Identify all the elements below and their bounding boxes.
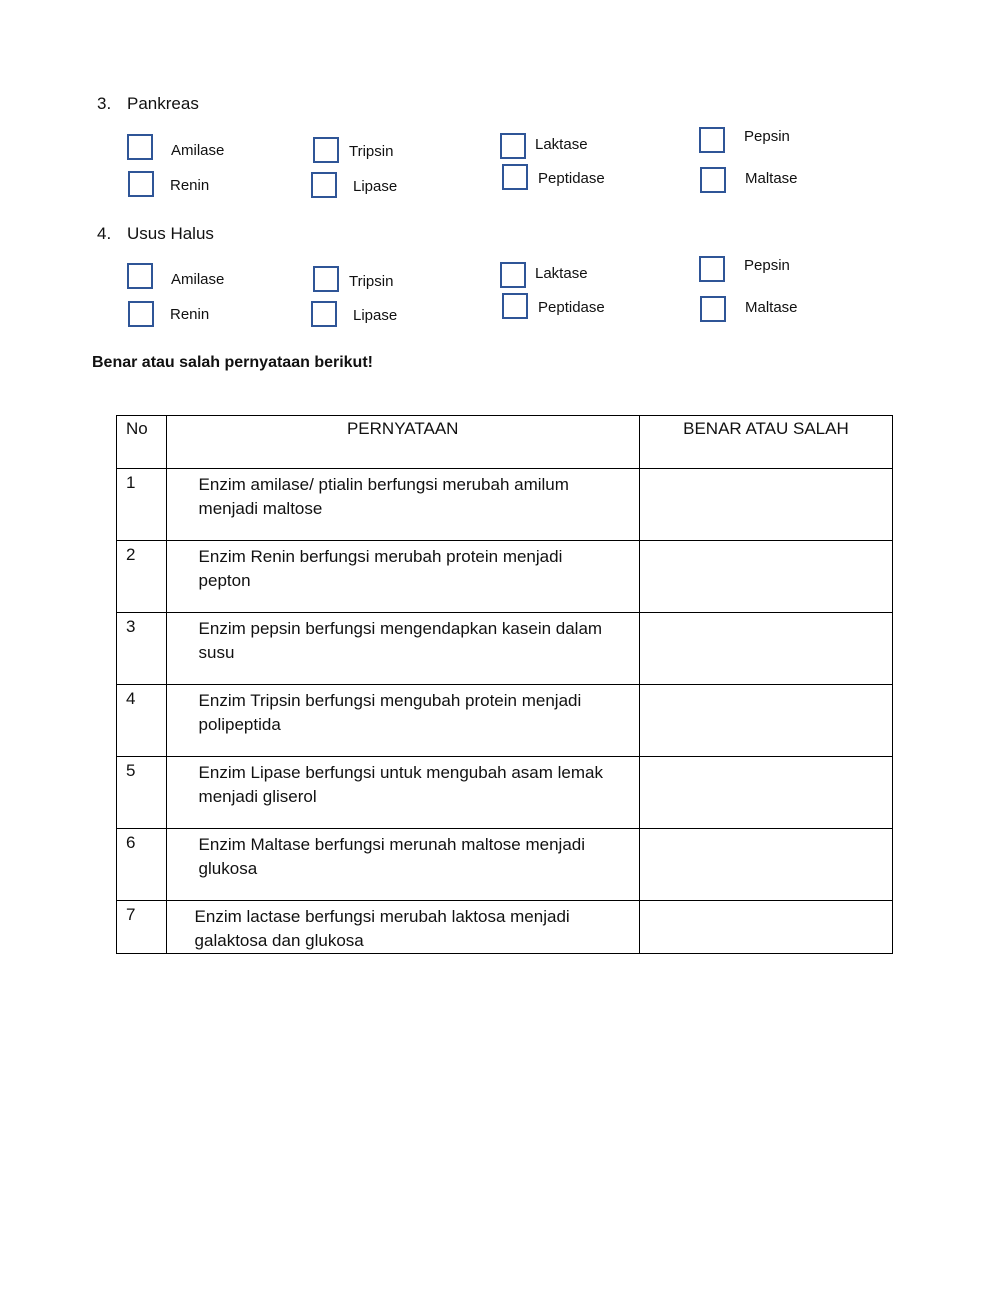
- q3-checkbox-renin[interactable]: [128, 171, 154, 197]
- q4-checkbox-tripsin[interactable]: [313, 266, 339, 292]
- question-4-number: 4.: [97, 224, 112, 243]
- q4-label-lipase: Lipase: [353, 307, 398, 324]
- row-statement-cell: [166, 613, 639, 685]
- row-number: 6: [117, 829, 167, 901]
- table-row: [117, 469, 893, 541]
- row-number: 1: [117, 469, 167, 541]
- q4-label-laktase: Laktase: [535, 265, 588, 282]
- q4-label-peptidase: Peptidase: [538, 299, 605, 316]
- q3-checkbox-laktase[interactable]: [500, 133, 526, 159]
- table-row: [117, 901, 893, 954]
- q3-label-maltase: Maltase: [745, 170, 798, 187]
- q3-checkbox-peptidase[interactable]: [502, 164, 528, 190]
- header-answer: BENAR ATAU SALAH: [639, 416, 892, 469]
- question-4-label: Usus Halus: [127, 224, 214, 243]
- q3-checkbox-pepsin[interactable]: [699, 127, 725, 153]
- q4-label-pepsin: Pepsin: [744, 257, 790, 274]
- q4-checkbox-renin[interactable]: [128, 301, 154, 327]
- q3-label-tripsin: Tripsin: [349, 143, 394, 160]
- table-row: [117, 829, 893, 901]
- table-header-row: [117, 416, 893, 469]
- q3-label-peptidase: Peptidase: [538, 170, 605, 187]
- row-statement: Enzim lactase berfungsi merubah laktosa menjadi galaktosa dan glukosa: [194, 907, 570, 950]
- row-number: 3: [117, 613, 167, 685]
- table-row: [117, 757, 893, 829]
- q4-checkbox-maltase[interactable]: [700, 296, 726, 322]
- row-answer-cell[interactable]: [639, 613, 892, 685]
- q3-label-renin: Renin: [170, 177, 210, 194]
- row-answer-cell[interactable]: [639, 541, 892, 613]
- row-answer-cell[interactable]: [639, 469, 892, 541]
- header-statement: PERNYATAAN: [166, 416, 639, 469]
- q3-checkbox-amilase[interactable]: [127, 134, 153, 160]
- header-no: No: [117, 416, 167, 469]
- row-statement-cell: [166, 685, 639, 757]
- q4-checkbox-laktase[interactable]: [500, 262, 526, 288]
- q3-checkbox-maltase[interactable]: [700, 167, 726, 193]
- row-answer-cell[interactable]: [639, 757, 892, 829]
- row-statement: Enzim Maltase berfungsi merunah maltose menjadi glukosa: [198, 835, 586, 878]
- row-statement-cell: [166, 901, 639, 954]
- row-answer-cell[interactable]: [639, 901, 892, 954]
- q4-label-amilase: Amilase: [171, 271, 225, 288]
- row-statement: Enzim amilase/ ptialin berfungsi merubah amilum menjadi maltose: [198, 475, 569, 518]
- true-false-instruction: Benar atau salah pernyataan berikut!: [92, 354, 373, 371]
- question-4-title: [97, 224, 214, 244]
- row-statement: Enzim Tripsin berfungsi mengubah protein menjadi polipeptida: [198, 691, 582, 734]
- q4-checkbox-amilase[interactable]: [127, 263, 153, 289]
- row-number: 5: [117, 757, 167, 829]
- row-statement: Enzim Lipase berfungsi untuk mengubah asam lemak menjadi gliserol: [198, 763, 603, 806]
- question-3-number: 3.: [97, 94, 112, 113]
- q3-checkbox-tripsin[interactable]: [313, 137, 339, 163]
- row-number: 4: [117, 685, 167, 757]
- q4-label-tripsin: Tripsin: [349, 273, 394, 290]
- table-row: [117, 685, 893, 757]
- q4-label-renin: Renin: [170, 306, 210, 323]
- q4-checkbox-lipase[interactable]: [311, 301, 337, 327]
- row-statement-cell: [166, 757, 639, 829]
- row-statement-cell: [166, 541, 639, 613]
- row-answer-cell[interactable]: [639, 829, 892, 901]
- row-statement-cell: [166, 829, 639, 901]
- q4-checkbox-peptidase[interactable]: [502, 293, 528, 319]
- q4-label-maltase: Maltase: [745, 299, 798, 316]
- q3-label-amilase: Amilase: [171, 142, 225, 159]
- q3-label-pepsin: Pepsin: [744, 128, 790, 145]
- q3-checkbox-lipase[interactable]: [311, 172, 337, 198]
- true-false-table: [116, 415, 893, 954]
- row-number: 2: [117, 541, 167, 613]
- q3-label-laktase: Laktase: [535, 136, 588, 153]
- row-statement: Enzim pepsin berfungsi mengendapkan kasein dalam susu: [198, 619, 603, 662]
- row-statement-cell: [166, 469, 639, 541]
- question-3-title: [97, 94, 199, 114]
- row-answer-cell[interactable]: [639, 685, 892, 757]
- row-number: 7: [117, 901, 167, 954]
- q4-checkbox-pepsin[interactable]: [699, 256, 725, 282]
- row-statement: Enzim Renin berfungsi merubah protein menjadi pepton: [198, 547, 563, 590]
- q3-label-lipase: Lipase: [353, 178, 398, 195]
- table-row: [117, 613, 893, 685]
- table-row: [117, 541, 893, 613]
- question-3-label: Pankreas: [127, 94, 199, 113]
